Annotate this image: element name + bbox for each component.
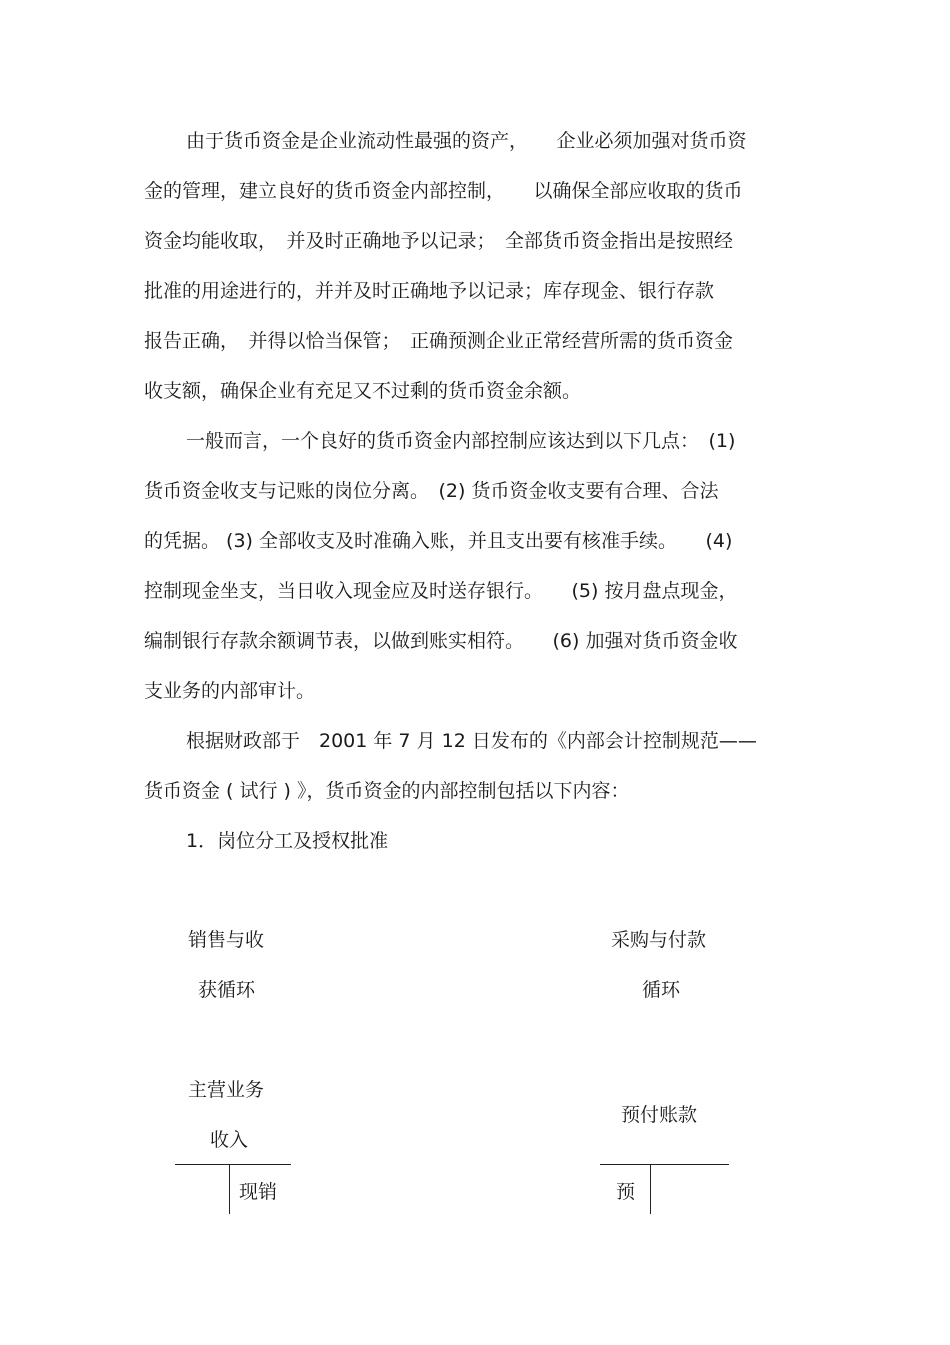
paragraph-1-line-2: 金的管理，建立良好的货币资金内部控制， 以确保全部应收取的货币	[144, 180, 743, 202]
paragraph-1-line-1: 由于货币资金是企业流动性最强的资产， 企业必须加强对货币资	[186, 130, 747, 152]
section-heading: 1．岗位分工及授权批准	[186, 830, 389, 852]
left-t-account-top-line	[175, 1164, 291, 1165]
paragraph-2-line-1: 一般而言，一个良好的货币资金内部控制应该达到以下几点： (1)	[186, 430, 736, 452]
paragraph-1-line-4: 批准的用途进行的，并并及时正确地予以记录；库存现金、银行存款	[144, 280, 715, 302]
paragraph-1-line-3: 资金均能收取， 并及时正确地予以记录； 全部货币资金指出是按照经	[144, 230, 734, 252]
left-t-account-divider	[229, 1164, 230, 1214]
paragraph-2-line-5: 编制银行存款余额调节表，以做到账实相符。 (6) 加强对货币资金收	[144, 630, 738, 652]
paragraph-1-line-6: 收支额，确保企业有充足又不过剩的货币资金余额。	[144, 380, 582, 402]
paragraph-2-line-6: 支业务的内部审计。	[144, 680, 316, 702]
paragraph-2-line-4: 控制现金坐支，当日收入现金应及时送存银行。 (5) 按月盘点现金，	[144, 580, 738, 602]
paragraph-3-line-1: 根据财政部于 2001 年 7 月 12 日发布的《内部会计控制规范——	[186, 730, 757, 752]
right-cycle-label-line-2: 循环	[642, 979, 681, 1001]
left-account-name-line-2: 收入	[210, 1129, 249, 1151]
right-account-name: 预付账款	[621, 1104, 698, 1126]
right-t-account-divider	[650, 1164, 651, 1214]
left-account-name-line-1: 主营业务	[188, 1079, 265, 1101]
paragraph-2-line-2: 货币资金收支与记账的岗位分离。 (2) 货币资金收支要有合理、合法	[144, 480, 719, 502]
left-cycle-label-line-2: 获循环	[198, 979, 256, 1001]
right-cycle-label-line-1: 采购与付款	[611, 929, 707, 951]
right-t-account-top-line	[600, 1164, 729, 1165]
paragraph-2-line-3: 的凭据。 (3) 全部收支及时准确入账，并且支出要有核准手续。 (4)	[144, 530, 733, 552]
right-account-entry: 预	[616, 1181, 636, 1203]
left-account-entry: 现销	[239, 1181, 278, 1203]
left-cycle-label-line-1: 销售与收	[188, 929, 265, 951]
paragraph-1-line-5: 报告正确， 并得以恰当保管； 正确预测企业正常经营所需的货币资金	[144, 330, 734, 352]
paragraph-3-line-2: 货币资金 ( 试行 ) 》，货币资金的内部控制包括以下内容：	[144, 780, 630, 802]
